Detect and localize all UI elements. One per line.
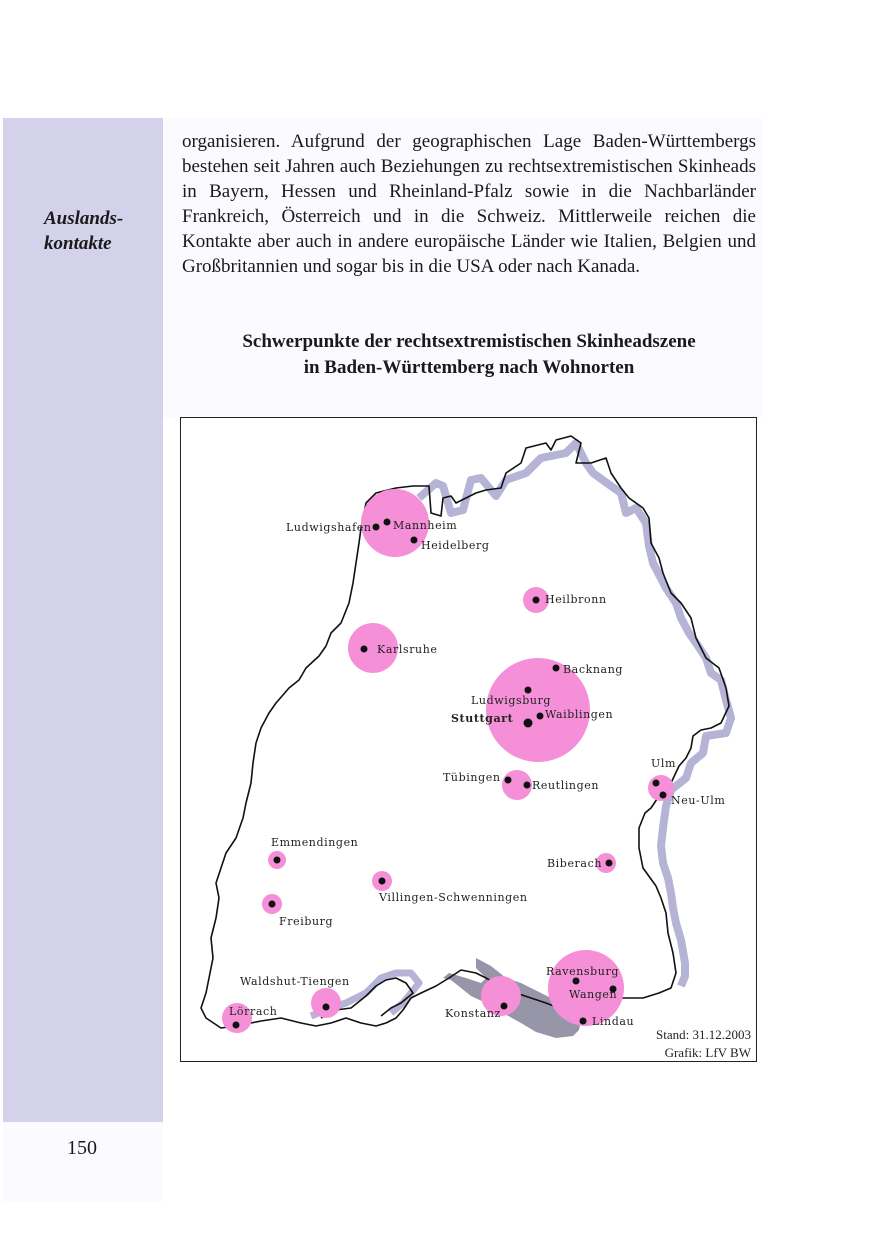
label-villingen: Villingen-Schwenningen	[379, 891, 528, 904]
map-note-source: Grafik: LfV BW	[664, 1045, 751, 1060]
dot-ulm	[653, 780, 660, 787]
body-paragraph: organisieren. Aufgrund der geographischen Lage Baden-Württembergs bestehen seit Jahren auch Beziehungen zu rechtsextremistischen Skinheads in Bayern, Hessen und Rheinland-Pfalz sowie in die Nachbarländer Frankreich, Österreich und in die Schweiz. Mittlerweile reichen die Kontakte aber auch in andere europäische Länder wie Italien, Belgien und Großbritannien und sogar bis in die USA oder nach Kanada.	[182, 131, 756, 277]
label-reutlingen: Reutlingen	[532, 779, 600, 792]
dot-mannheim	[384, 519, 391, 526]
label-emmendingen: Emmendingen	[271, 836, 359, 849]
margin-heading-line2: kontakte	[44, 233, 112, 254]
dot-konstanz	[501, 1003, 508, 1010]
dot-neu-ulm	[660, 792, 667, 799]
margin-heading	[44, 206, 154, 256]
dot-freiburg	[269, 901, 276, 908]
map-figure	[180, 417, 757, 1062]
dot-biberach	[606, 860, 613, 867]
map-note-date: Stand: 31.12.2003	[656, 1027, 751, 1042]
dot-waldshut	[323, 1004, 330, 1011]
dot-loerrach	[233, 1022, 240, 1029]
label-freiburg: Freiburg	[279, 915, 334, 928]
state-border	[201, 436, 729, 1028]
label-waldshut: Waldshut-Tiengen	[240, 975, 350, 988]
dot-heilbronn	[533, 597, 540, 604]
dot-karlsruhe	[361, 646, 368, 653]
margin-heading-line1: Auslands-	[44, 208, 124, 229]
label-waiblingen: Waiblingen	[545, 708, 614, 721]
figure-title-line1: Schwerpunkte der rechtsextremistischen Skinheadszene	[242, 331, 696, 352]
label-lindau: Lindau	[592, 1015, 635, 1028]
dot-villingen	[379, 878, 386, 885]
label-konstanz: Konstanz	[445, 1007, 501, 1020]
margin-sidebar	[3, 118, 163, 1122]
label-heilbronn: Heilbronn	[545, 593, 607, 606]
figure-title	[182, 329, 756, 381]
dot-stuttgart	[524, 719, 533, 728]
label-ulm: Ulm	[651, 757, 677, 770]
label-mannheim: Mannheim	[393, 519, 458, 532]
figure-title-line2: in Baden-Württemberg nach Wohnorten	[303, 357, 635, 378]
dot-emmendingen	[274, 857, 281, 864]
label-loerrach: Lörrach	[229, 1005, 278, 1018]
dot-waiblingen	[537, 713, 544, 720]
label-neu-ulm: Neu-Ulm	[671, 794, 726, 807]
label-ravensburg: Ravensburg	[546, 965, 619, 978]
dot-backnang	[553, 665, 560, 672]
label-ludwigshafen: Ludwigshafen	[286, 521, 372, 534]
label-tuebingen: Tübingen	[443, 771, 501, 784]
circle-waldshut	[311, 988, 341, 1018]
label-biberach: Biberach	[547, 857, 603, 870]
label-wangen: Wangen	[569, 988, 618, 1001]
label-heidelberg: Heidelberg	[421, 539, 490, 552]
footer-band	[3, 1122, 163, 1202]
label-ludwigsburg: Ludwigsburg	[471, 694, 552, 707]
dot-heidelberg	[411, 537, 418, 544]
dot-lindau	[580, 1018, 587, 1025]
dot-ludwigsburg	[525, 687, 532, 694]
dot-ravensburg	[573, 978, 580, 985]
dot-ludwigshafen	[373, 524, 380, 531]
concentration-circles	[222, 489, 677, 1033]
city-labels	[229, 519, 725, 1028]
dot-reutlingen	[524, 782, 531, 789]
label-backnang: Backnang	[563, 663, 624, 676]
label-stuttgart: Stuttgart	[451, 712, 514, 725]
dot-tuebingen	[505, 777, 512, 784]
map-graphic	[181, 418, 758, 1063]
label-karlsruhe: Karlsruhe	[377, 643, 438, 656]
page-number: 150	[67, 1137, 97, 1159]
